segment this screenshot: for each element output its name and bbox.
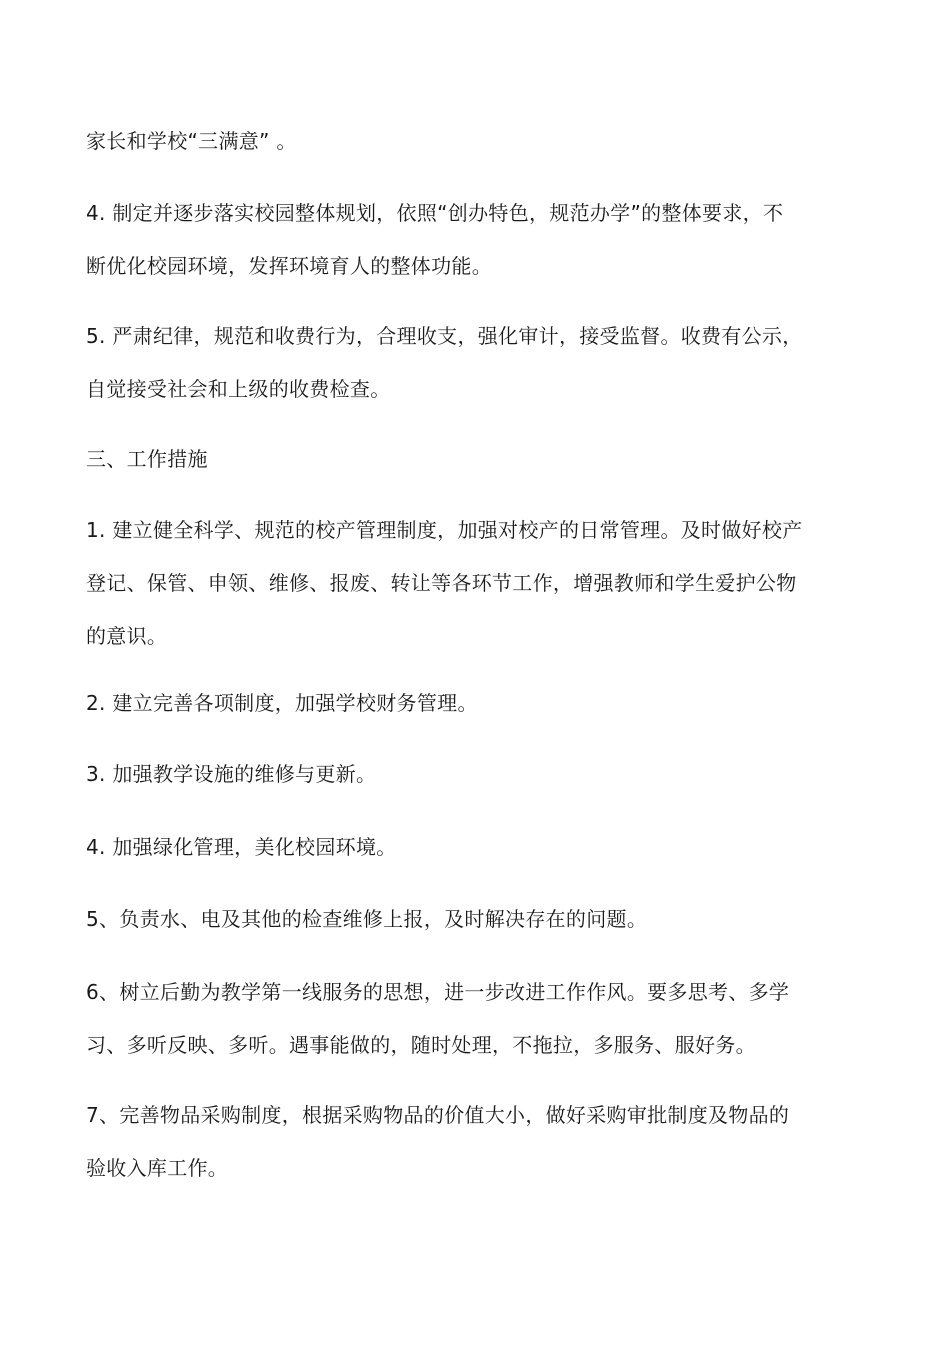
text-line: 的意识。 (86, 624, 168, 648)
text-line: 自觉接受社会和上级的收费检查。 (86, 377, 391, 401)
paragraph-measure-6-logistics-service (86, 966, 826, 1072)
text-line: 2. 建立完善各项制度，加强学校财务管理。 (86, 691, 478, 715)
text-line: 7、完善物品采购制度，根据采购物品的价值大小，做好采购审批制度及物品的 (86, 1103, 790, 1127)
paragraph-measure-4-greening (86, 821, 826, 874)
paragraph-measure-1-school-property (86, 504, 826, 663)
text-line: 家长和学校“三满意” 。 (86, 129, 297, 153)
text-line: 验收入库工作。 (86, 1156, 229, 1180)
text-line: 三、工作措施 (86, 447, 208, 471)
text-line: 4. 制定并逐步落实校园整体规划，依照“创办特色，规范办学”的整体要求，不 (86, 201, 784, 225)
text-line: 4. 加强绿化管理，美化校园环境。 (86, 835, 397, 859)
paragraph-measure-2-finance (86, 677, 826, 730)
text-line: 习、多听反映、多听。遇事能做的，随时处理，不拖拉，多服务、服好务。 (86, 1033, 756, 1057)
paragraph-continuation (86, 115, 826, 168)
text-line: 登记、保管、申领、维修、报废、转让等各环节工作，增强教师和学生爱护公物 (86, 571, 797, 595)
text-line: 断优化校园环境，发挥环境育人的整体功能。 (86, 254, 492, 278)
paragraph-item-4-campus-planning (86, 187, 826, 293)
paragraph-measure-5-utilities (86, 893, 826, 946)
paragraph-item-5-discipline-fees (86, 310, 826, 416)
text-line: 1. 建立健全科学、规范的校产管理制度，加强对校产的日常管理。及时做好校产 (86, 518, 803, 542)
text-line: 5、负责水、电及其他的检查维修上报，及时解决存在的问题。 (86, 907, 648, 931)
paragraph-measure-3-facilities (86, 748, 826, 801)
paragraph-measure-7-procurement (86, 1089, 826, 1195)
text-line: 3. 加强教学设施的维修与更新。 (86, 762, 377, 786)
section-heading-work-measures (86, 433, 826, 486)
text-line: 6、树立后勤为教学第一线服务的思想，进一步改进工作作风。要多思考、多学 (86, 980, 790, 1004)
text-line: 5. 严肃纪律，规范和收费行为，合理收支，强化审计，接受监督。收费有公示， (86, 324, 803, 348)
